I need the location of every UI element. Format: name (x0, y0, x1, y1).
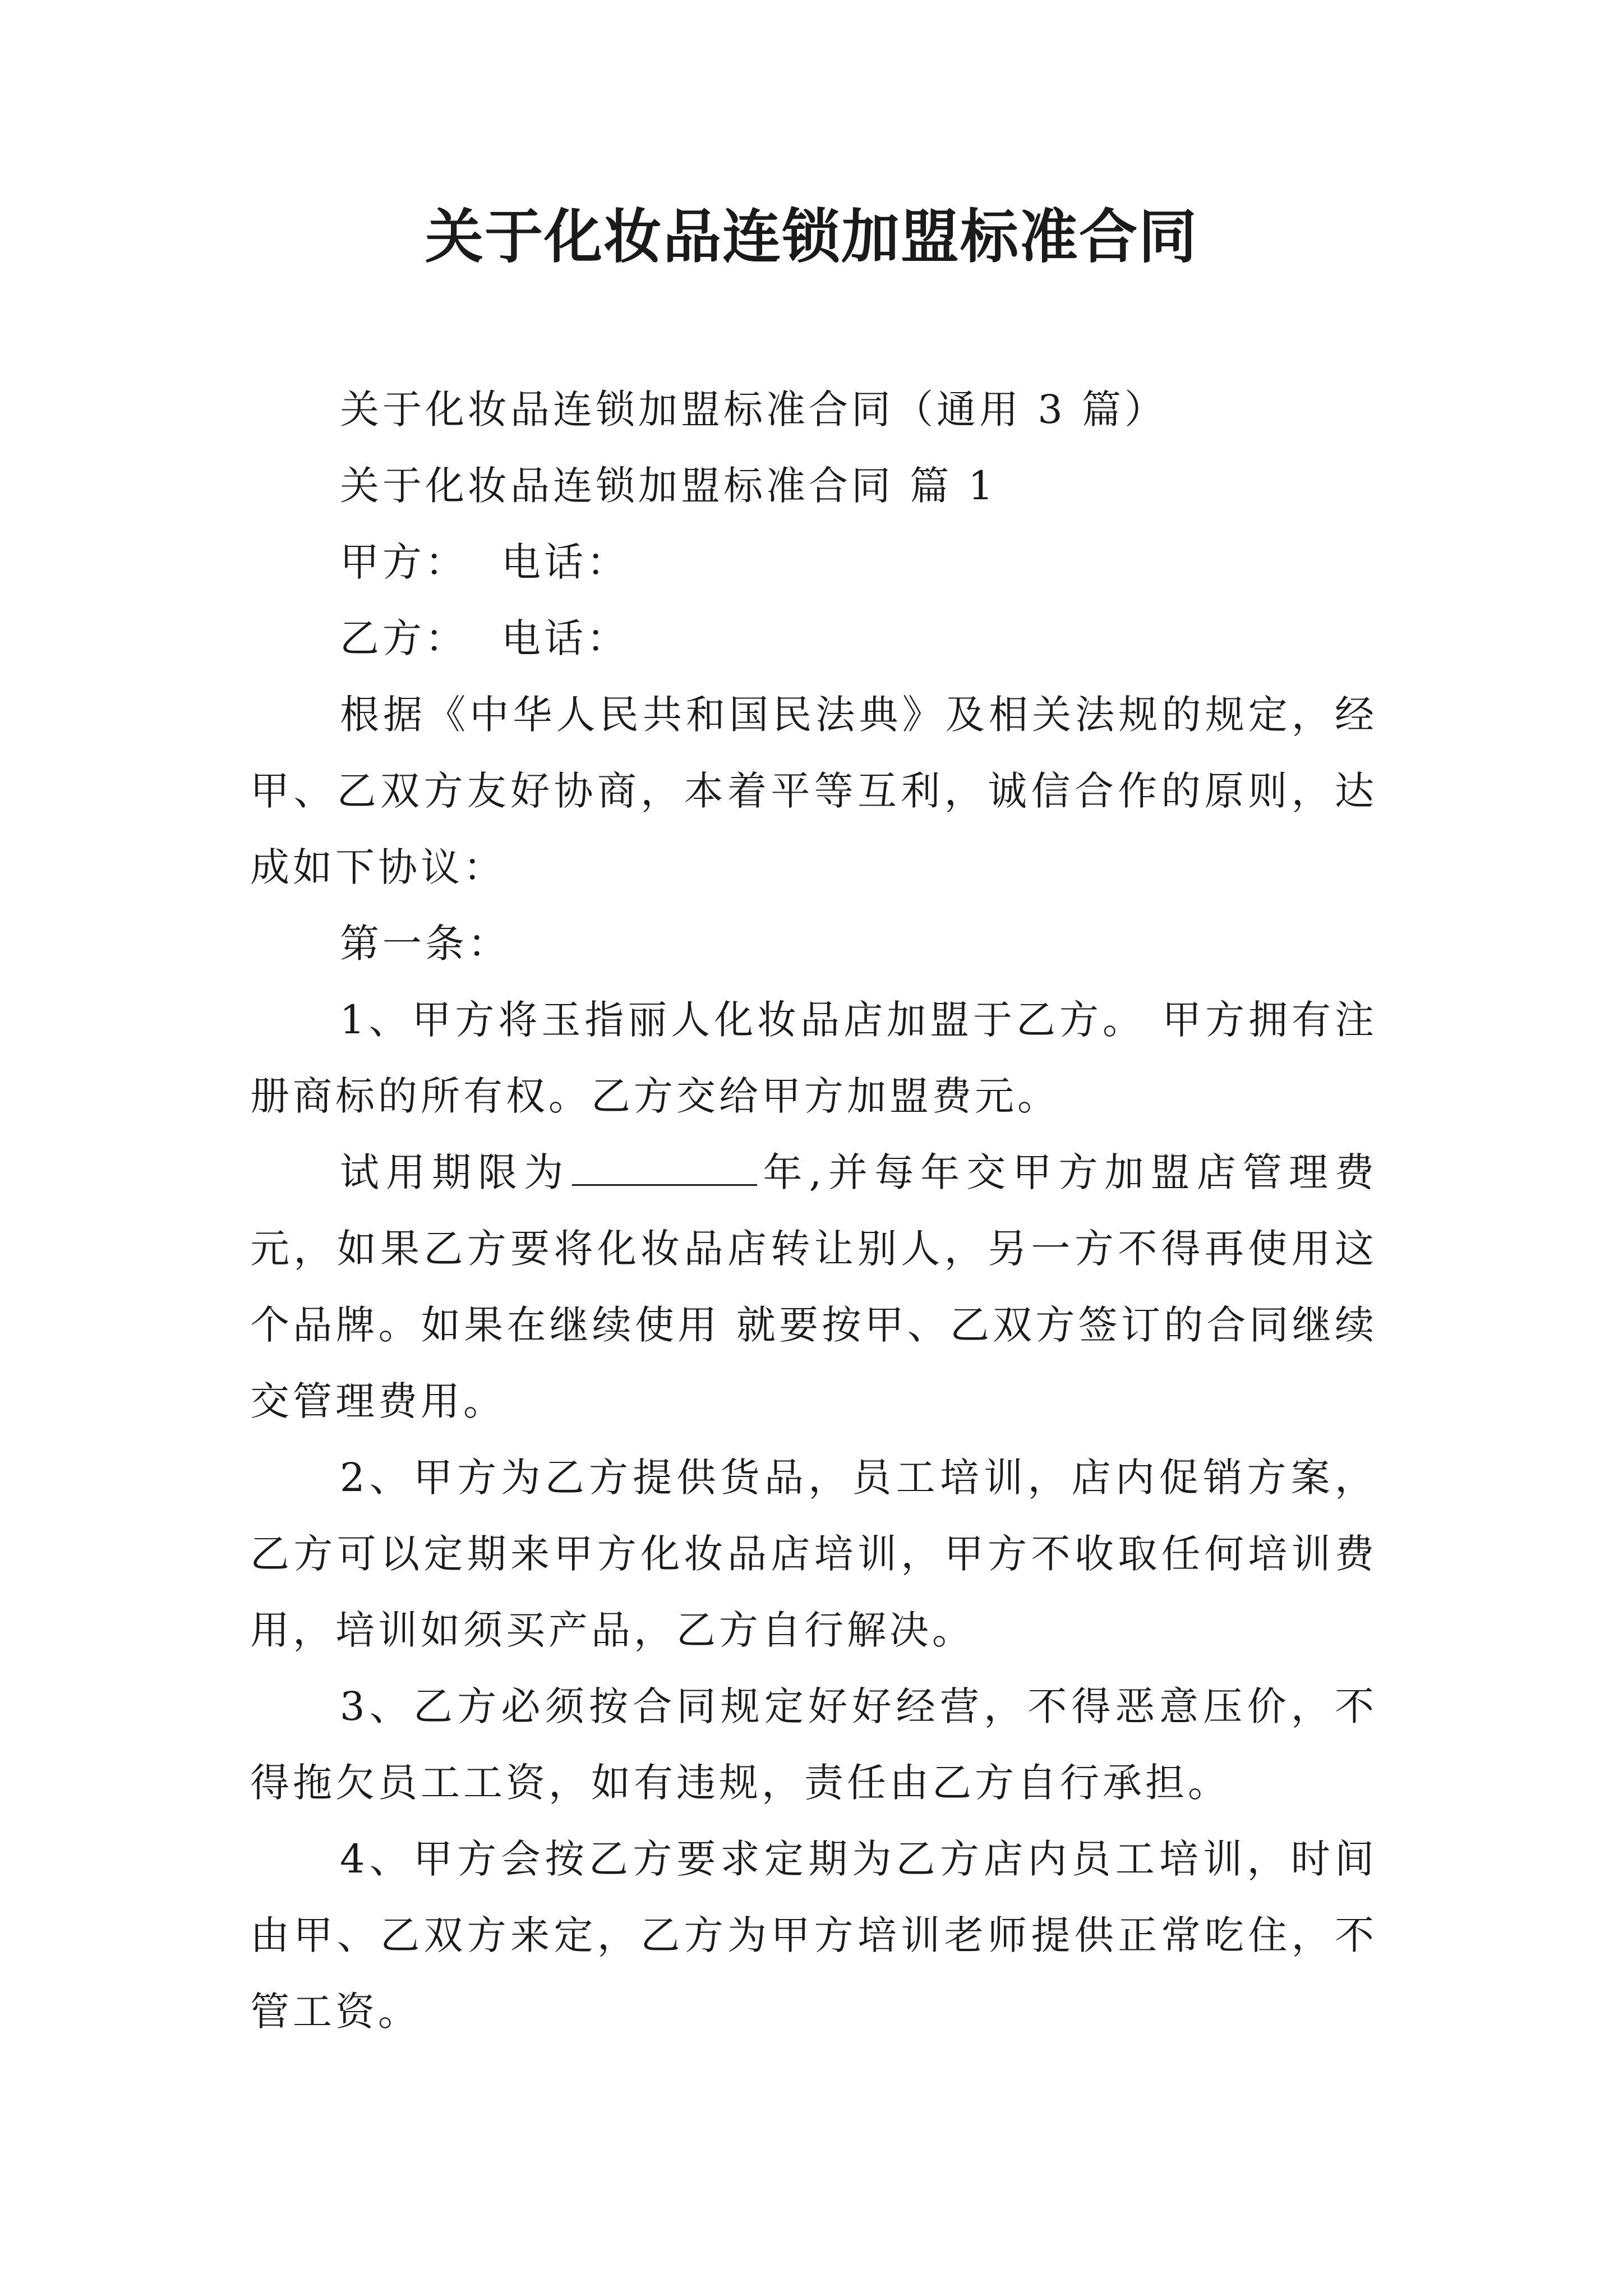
party-b-line (250, 600, 1377, 677)
party-b-label: 乙方： (340, 615, 468, 661)
section-heading: 关于化妆品连锁加盟标准合同 篇 1 (340, 463, 997, 509)
trial-suffix: 年,并每年交甲方加盟店管理费元，如果乙方要将化妆品店转让别人，另一方不得再使用这个品牌。如果在继续使用 就要按甲、乙双方签订的合同继续交管理费用。 (250, 1149, 1377, 1424)
article-1-heading: 第一条： (340, 921, 510, 967)
fill-in-blank (572, 1151, 757, 1186)
document-title: 关于化妆品连锁加盟标准合同 (425, 203, 1198, 271)
clause-4: 4、甲方会按乙方要求定期为乙方店内员工培训，时间由甲、乙双方来定，乙方为甲方培训老师提供正常吃住，不管工资。 (250, 1836, 1377, 2035)
party-a-phone-label: 电话： (501, 539, 629, 585)
party-a-label: 甲方： (340, 539, 468, 585)
clause-3: 3、乙方必须按合同规定好好经营，不得恶意压价，不得拖欠员工工资，如有违规，责任由乙方自行承担。 (250, 1683, 1377, 1806)
trial-prefix: 试用期限为 (340, 1149, 570, 1195)
party-a-line (250, 524, 1377, 600)
document-body (250, 371, 1377, 2050)
intro-paragraph: 根据《中华人民共和国民法典》及相关法规的规定，经甲、乙双方友好协商，本着平等互利，诚信合作的原则，达成如下协议： (250, 692, 1377, 890)
clause-1: 1、甲方将玉指丽人化妆品店加盟于乙方。 甲方拥有注册商标的所有权。乙方交给甲方加盟费元。 (250, 997, 1377, 1119)
document-subtitle: 关于化妆品连锁加盟标准合同（通用 3 篇） (340, 386, 1168, 432)
trial-period-paragraph (250, 1134, 1377, 1439)
clause-2: 2、甲方为乙方提供货品，员工培训，店内促销方案，乙方可以定期来甲方化妆品店培训，甲方不收取任何培训费用，培训如须买产品，乙方自行解决。 (250, 1455, 1377, 1653)
party-b-phone-label: 电话： (501, 615, 629, 661)
